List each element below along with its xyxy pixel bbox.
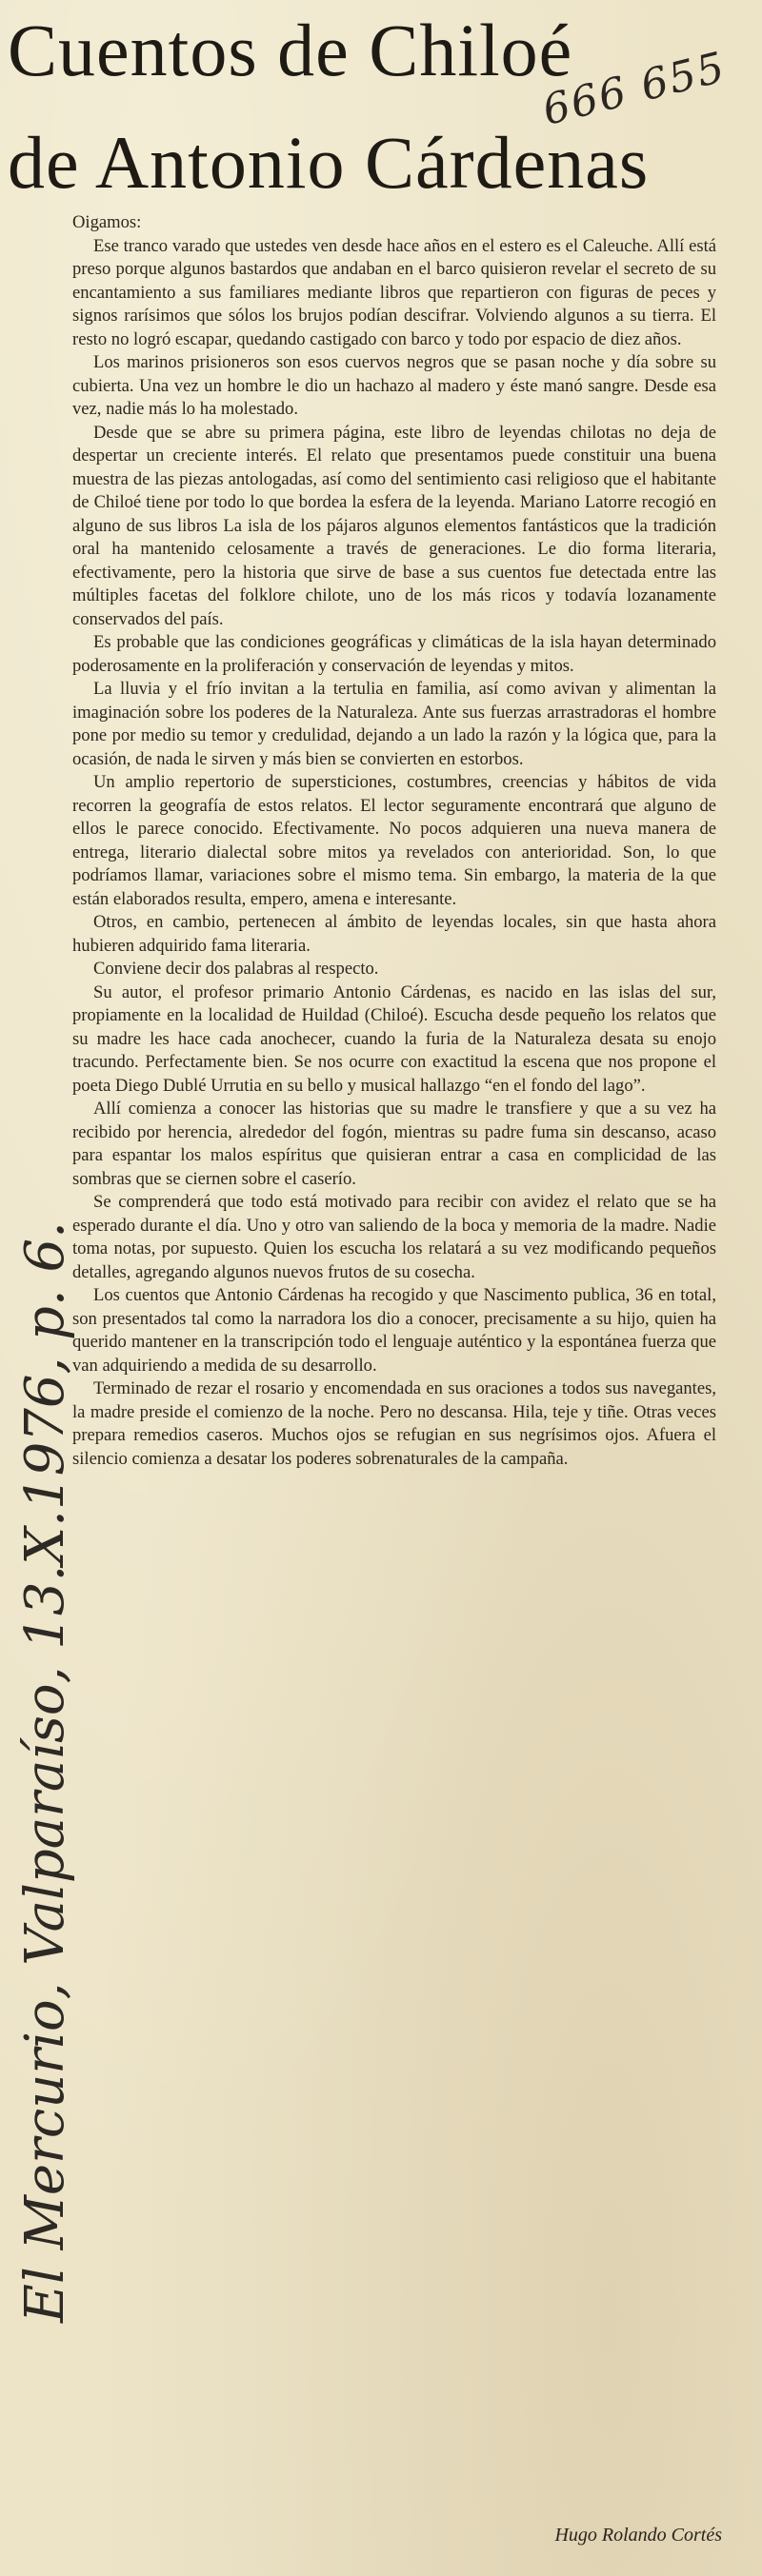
paragraph: Los marinos prisioneros son esos cuervos negros que se pasan noche y día sobre su cubierta. Una vez un hombre le dio un hachazo al madero y éste manó sangre. Desde esa vez, nadie más lo ha molestado. <box>72 352 716 419</box>
paragraph: Se comprenderá que todo está motivado para recibir con avidez el relato que se ha esperado durante el día. Uno y otro van saliendo de la boca y memoria de la madre. Nadie toma notas, por supuesto. Quien los escucha los relatará a su vez modificando pequeños detalles, agregando algunos nuevos frutos de su cosecha. <box>72 1192 716 1282</box>
paragraph: Otros, en cambio, pertenecen al ámbito de leyendas locales, sin que hasta ahora hubieren adquirido fama literaria. <box>72 912 716 956</box>
paragraph: Terminado de rezar el rosario y encomendada en sus oraciones a todos sus navegantes, la madre preside el comienzo de la noche. Pero no descansa. Hila, teje y tiñe. Otras veces prepara remedios caseros. Muchos ojos se refugian en sus negrísimos ojos. Afuera el silencio comienza a desatar los poderes sobrenaturales de la campaña. <box>72 1378 716 1469</box>
paragraph: Ese tranco varado que ustedes ven desde hace años en el estero es el Caleuche. Allí está preso porque algunos bastardos que andaban en el barco quisieron revelar el secreto de su encantamiento a sus familiares mediante libros que repartieron con figuras de peces y signos rarísimos que sólos los brujos podían descifrar. Volviendo algunos a su tierra. El resto no logró escapar, quedando castigado con barco y todo por espacio de diez años. <box>72 235 716 349</box>
article-title-line-1: Cuentos de Chiloé <box>8 9 573 91</box>
paragraph: Conviene decir dos palabras al respecto. <box>93 959 379 979</box>
paragraph: Un amplio repertorio de supersticiones, costumbres, creencias y hábitos de vida recorren la geografía de estos relatos. El lector seguramente encontrará que alguno de ellos le parece conocido. Efectivamente. No pocos adquieren una nueva manera de entrega, literario dialectal sobre mitos ya revelados con anterioridad. Son, lo que podríamos llamar, variaciones sobre el mismo tema. Sin embargo, la materia de la que están elaborados resulta, empero, amena e interesante. <box>72 772 716 909</box>
handwritten-margin-note: El Mercurio, Valparaíso, 13.X.1976, p. 6. <box>14 1221 76 2323</box>
paragraph: Los cuentos que Antonio Cárdenas ha recogido y que Nascimento publica, 36 en total, son presentados tal como la narradora los dio a conocer, precisamente a su hijo, quien ha querido mantener en la transcripción todo el lenguaje auténtico y la espontánea fuerza que van adquiriendo a medida de su desarrollo. <box>72 1285 716 1376</box>
article-body <box>72 211 716 1471</box>
article-title-line-2: de Antonio Cárdenas <box>8 121 650 204</box>
handwritten-reference-number: 666 655 <box>537 43 732 135</box>
author-signature: Hugo Rolando Cortés <box>554 2525 722 2546</box>
paragraph: Su autor, el profesor primario Antonio Cárdenas, es nacido en las islas del sur, propiamente en la localidad de Huildad (Chiloé). Escucha desde pequeño los relatos que su madre les hace cada anochecer, cuando la furia de la Naturaleza desata su enojo tracundo. Perfectamente bien. Se nos ocurre con exactitud la escena que nos propone el poeta Diego Dublé Urrutia en su bello y musical hallazgo “en el fondo del lago”. <box>72 981 716 1096</box>
paragraph: La lluvia y el frío invitan a la tertulia en familia, así como avivan y alimentan la imaginación sobre los poderes de la Naturaleza. Ante sus fuerzas arrastradoras el hombre pone por medio su temor y credulidad, dejando a un lado la razón y la lógica que, para la ocasión, de nada le sirven y más bien se convierten en estorbos. <box>72 679 716 769</box>
paragraph: Desde que se abre su primera página, este libro de leyendas chilotas no deja de despertar un creciente interés. El relato que presentamos puede constituir una buena muestra de las piezas antologadas, así como del sentimiento casi religioso que el habitante de Chiloé tiene por todo lo que bordea la esfera de la leyenda. Mariano Latorre recogió en alguno de sus libros La isla de los pájaros algunos elementos fantásticos que la tradición oral ha mantenido celosamente a través de generaciones. Le dio forma literaria, efectivamente, pero la historia que sirve de base a sus cuentos fue detectada entre las múltiples facetas del folklore chilote, uno de los más ricos y todavía lozanamente conservados del país. <box>72 422 716 629</box>
paragraph: Oigamos: <box>72 212 142 232</box>
paragraph: Allí comienza a conocer las historias que su madre le transfiere y que a su vez ha recibido por herencia, alrededor del fogón, mientras su padre fuma sin descanso, acaso para espantar los malos espíritus que quisieran entrar a casa en complicidad de las sombras que se ciernen sobre el caserío. <box>72 1099 716 1189</box>
paragraph: Es probable que las condiciones geográficas y climáticas de la isla hayan determinado poderosamente en la proliferación y conservación de leyendas y mitos. <box>72 632 716 676</box>
